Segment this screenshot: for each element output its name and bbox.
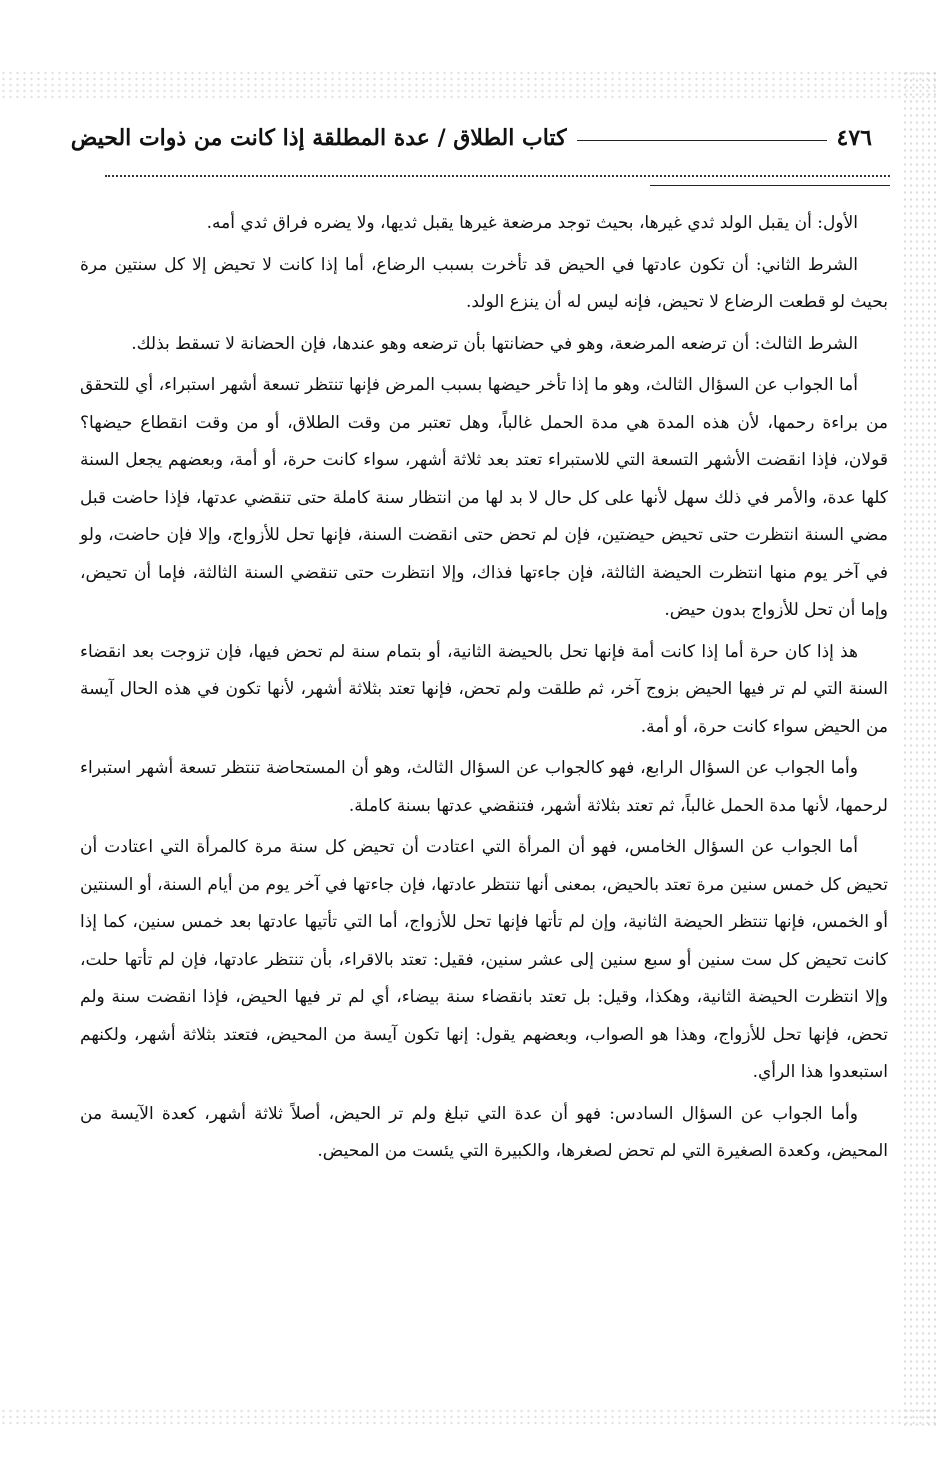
scan-edge-right — [902, 70, 938, 1430]
page-number: ٤٧٦ — [836, 125, 872, 151]
running-title: كتاب الطلاق / عدة المطلقة إذا كانت من ذوات الحيض — [70, 125, 567, 151]
paragraph-third-condition: الشرط الثالث: أن ترضعه المرضعة، وهو في حضانتها بأن ترضعه وهو عندها، فإن الحضانة لا تسقط بذلك. — [131, 333, 858, 354]
header-rule — [577, 140, 827, 141]
paragraph-first-condition: الأول: أن يقبل الولد ثدي غيرها، بحيث توجد مرضعة غيرها يقبل ثديها، ولا يضره فراق ثدي أمه. — [206, 213, 858, 233]
paragraph-sixth-question-answer: وأما الجواب عن السؤال السادس: فهو أن عدة التي تبلغ ولم تر الحيض، أصلاً ثلاثة أشهر، كعدة الآيسة من المحيض، وكعدة الصغيرة التي لم تحض لصغرها، والكبيرة التي يئست من المحيض. — [80, 1103, 888, 1161]
paragraph-second-condition: الشرط الثاني: أن تكون عادتها في الحيض قد تأخرت بسبب الرضاع، أما إذا كانت لا تحيض إلا كل سنتين مرة بحيث لو قطعت الرضاع لا تحيض، فإنه ليس له أن ينزع الولد. — [80, 254, 888, 312]
paragraph-fifth-question-answer: أما الجواب عن السؤال الخامس، فهو أن المرأة التي اعتادت أن تحيض كل سنة مرة كالمرأة التي اعتادت أن تحيض كل خمس سنين مرة تعتد بالحيض، بمعنى أنها تنتظر عادتها، فإن جاءتها في آخر يوم من أيام السنة، أو السنتين أو الخمس، فإنها تنتظر الحيضة الثانية، وإن لم تأتها فإنها تحل للأزواج، أما التي تأتيها عادتها بعد خمس سنين، كما إذا كانت تحيض كل ست سنين أو سبع سنين إلى عشر سنين، فقيل: تعتد بالاقراء، بأن تنتظر عادتها، فإن لم تأتها حلت، وإلا انتظرت الحيضة الثانية، وهكذا، وقيل: بل تعتد بانقضاء سنة بيضاء، أي لم تر فيها الحيض، فإذا انقضت سنة ولم تحض، فإنها تحل للأزواج، وهذا هو الصواب، وبعضهم يقول: إنها تكون آيسة من المحيض، فتعتد بثلاثة أشهر، ولكنهم استبعدوا هذا الرأي. — [80, 837, 888, 1082]
header-dotted-rule — [105, 175, 890, 177]
paragraph-fourth-question-answer: وأما الجواب عن السؤال الرابع، فهو كالجواب عن السؤال الثالث، وهو أن المستحاضة تنتظر تسعة أشهر استبراء لرحمها، لأنها مدة الحمل غالباً، ثم تعتد بثلاثة أشهر، فتنقضي عدتها بسنة كاملة. — [80, 758, 888, 816]
header-solid-rule — [650, 185, 890, 186]
paragraph-third-question-answer: أما الجواب عن السؤال الثالث، وهو ما إذا تأخر حيضها بسبب المرض فإنها تنتظر تسعة أشهر استبراء، أي للتحقق من براءة رحمها، لأن هذه المدة هي مدة الحمل غالباً، وهل تعتبر من وقت الطلاق، أو من وقت انقطاع حيضها؟ قولان، فإذا انقضت الأشهر التسعة التي للاستبراء تعتد بعد ثلاثة أشهر، سواء كانت حرة، أو أمة، وبعضهم يجعل السنة كلها عدة، والأمر في ذلك سهل لأنها على كل حال لا بد لها من انتظار سنة كاملة حتى تنقضي عدتها، فإذا حاضت قبل مضي السنة انتظرت حتى تحيض حيضتين، فإن لم تحض حتى انقضت السنة، فإنها تحل للأزواج، وإلا فإن حاضت، ولو في آخر يوم منها انتظرت الحيضة الثالثة، فإن جاءتها فذاك، وإلا انتظرت حتى تنقضي السنة الثالثة، فإما أن تحيض، وإما أن تحل للأزواج بدون حيض. — [80, 375, 888, 620]
scan-edge-top — [0, 70, 938, 100]
page-header — [70, 118, 872, 158]
scan-edge-bottom — [0, 1408, 938, 1426]
body-text — [80, 205, 888, 1175]
paragraph-free-and-slave: هذ إذا كان حرة أما إذا كانت أمة فإنها تحل بالحيضة الثانية، أو بتمام سنة لم تحض فيها، فإن تزوجت بعد انقضاء السنة التي لم تر فيها الحيض بزوج آخر، ثم طلقت ولم تحض، فإنها تعتد بثلاثة أشهر، لأنها تكون في هذه الحال آيسة من الحيض سواء كانت حرة، أو أمة. — [80, 641, 888, 737]
